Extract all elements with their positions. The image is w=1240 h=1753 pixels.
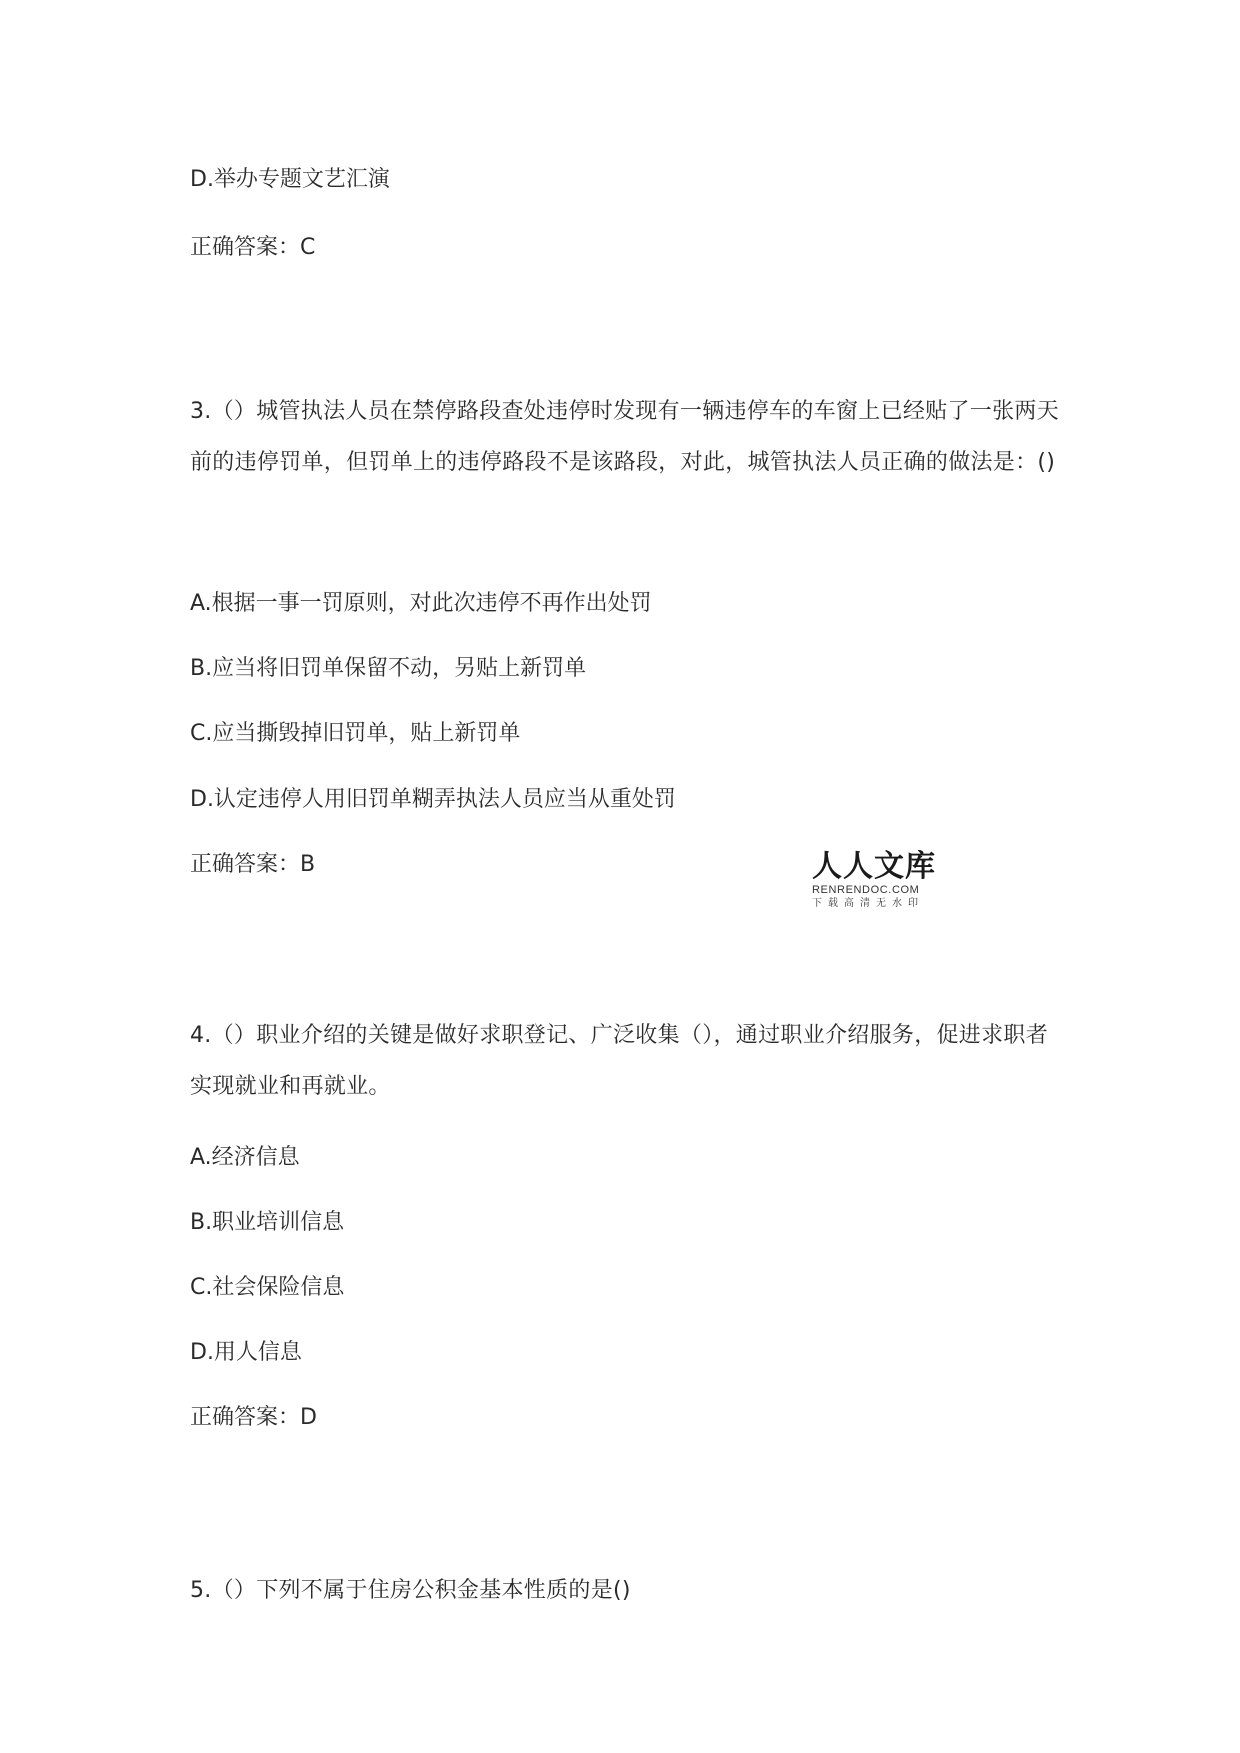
question-3-option-a: A.根据一事一罚原则，对此次违停不再作出处罚 <box>190 591 652 616</box>
prev-answer: 正确答案：C <box>190 235 316 260</box>
question-4-option-d: D.用人信息 <box>190 1340 302 1365</box>
question-3-option-c: C.应当撕毁掉旧罚单，贴上新罚单 <box>190 721 521 746</box>
question-4-text: 4.（）职业介绍的关键是做好求职登记、广泛收集（），通过职业介绍服务，促进求职者实现就业和再就业。 <box>190 1023 1048 1099</box>
question-4-answer: 正确答案：D <box>190 1405 317 1430</box>
question-4-option-a: A.经济信息 <box>190 1145 300 1170</box>
question-3-text: 3.（）城管执法人员在禁停路段查处违停时发现有一辆违停车的车窗上已经贴了一张两天前的违停罚单，但罚单上的违停路段不是该路段，对此，城管执法人员正确的做法是：() <box>190 399 1059 475</box>
question-3-answer: 正确答案：B <box>190 852 316 877</box>
question-3-option-b: B.应当将旧罚单保留不动，另贴上新罚单 <box>190 656 587 681</box>
question-4-option-c: C.社会保险信息 <box>190 1275 345 1300</box>
question-4-option-b: B.职业培训信息 <box>190 1210 345 1235</box>
prev-option-d: D.举办专题文艺汇演 <box>190 167 390 192</box>
question-3-option-d: D.认定违停人用旧罚单糊弄执法人员应当从重处罚 <box>190 787 676 812</box>
watermark-logo <box>812 850 942 910</box>
watermark-domain: RENRENDOC.COM <box>812 884 920 896</box>
watermark-logo-text: 人人文库 <box>812 849 936 884</box>
watermark-tagline: 下载高清无水印 <box>812 898 924 909</box>
question-5-text: 5.（）下列不属于住房公积金基本性质的是() <box>190 1578 631 1603</box>
